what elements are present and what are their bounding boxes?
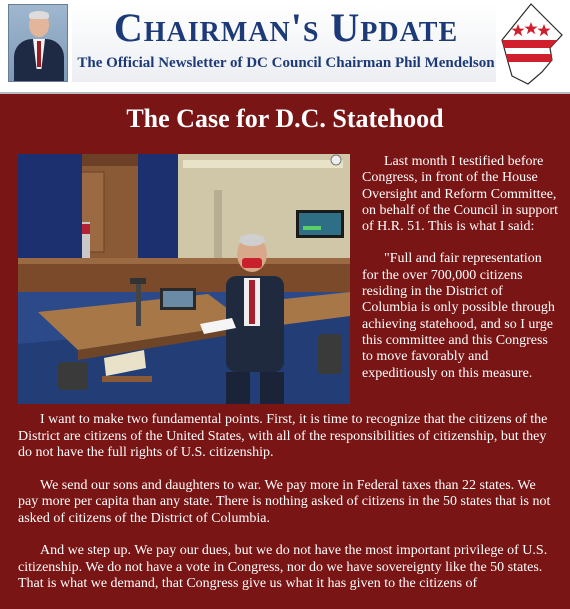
hearing-room-photo (18, 154, 350, 404)
intro-paragraph: Last month I testified before Congress, in front of the House Oversight and Reform Committee, on behalf of the Council in support of H.R. 51. This is what I said: (362, 154, 558, 235)
body-paragraph-2: We send our sons and daughters to war. We pay more in Federal taxes than 22 states. We pay more per capita than any state. There is nothing asked of citizens in the 50 states that is not asked of citizens of the District of Columbia. (18, 477, 551, 526)
newsletter-subtitle: The Official Newsletter of DC Council Chairman Phil Mendelson (77, 55, 495, 71)
testimony-quote: "Full and fair representation for the over 700,000 citizens residing in the District of Columbia is only possible through achieving statehood, and so I urge this committee and this Congress to move favorably and expeditiously on this measure. (362, 251, 555, 381)
article-title: The Case for D.C. Statehood (126, 104, 444, 133)
intro-column (362, 154, 560, 398)
dc-flag-map-icon (498, 2, 564, 86)
masthead (0, 0, 570, 94)
chairman-portrait (8, 4, 68, 82)
body-paragraph-1: I want to make two fundamental points. First, it is time to recognize that the citizens of the District are citizens of the United States, with all of the responsibilities of citizenship, but they do not have the full rights of U.S. citizenship. (18, 412, 548, 460)
newsletter-title: Chairman's Update (113, 5, 459, 50)
body-paragraph-3: And we step up. We pay our dues, but we do not have the most important privilege of U.S. citizenship. We do not have a vote in Congress, nor do we have sovereignty like the 50 states. That is what we demand, that Congress give us what it has given to the citizens of (18, 543, 548, 591)
article-body (18, 412, 554, 609)
